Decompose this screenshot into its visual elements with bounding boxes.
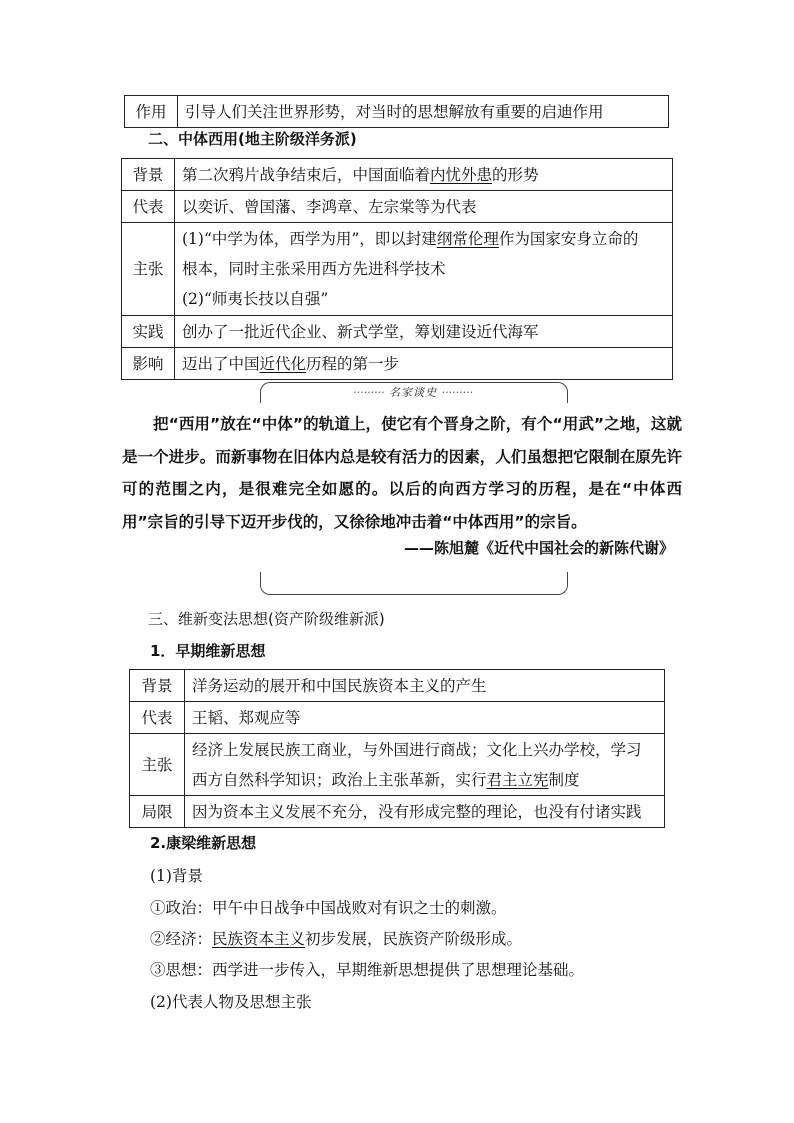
row-text <box>175 223 673 316</box>
row-text: 洋务运动的展开和中国民族资本主义的产生 <box>185 670 665 702</box>
subsection-heading-1: 1．早期维新思想 <box>150 642 266 660</box>
row-label: 背景 <box>122 159 175 191</box>
text-part: ②经济： <box>150 930 213 948</box>
representatives-heading: (2)代表人物及思想主张 <box>150 993 312 1011</box>
text-part: 的形势 <box>492 165 539 184</box>
row-label: 实践 <box>122 316 175 348</box>
table-row <box>125 96 669 128</box>
table-row <box>122 316 673 348</box>
quote-box-title: ········· 名家谈史 ········· <box>353 386 473 399</box>
row-label: 背景 <box>130 670 185 702</box>
text-part: 初步发展，民族资产阶级形成。 <box>305 930 523 948</box>
row-label: 作用 <box>125 96 178 128</box>
background-item-1: ①政治：甲午中日战争中国战败对有识之士的刺激。 <box>150 899 507 917</box>
row-label: 影响 <box>122 348 175 380</box>
row-text: 以奕䜣、曾国藩、李鸿章、左宗棠等为代表 <box>175 191 673 223</box>
row-text <box>175 159 673 191</box>
table-row <box>130 670 665 702</box>
table-row <box>122 159 673 191</box>
underlined-term: 纲常伦理 <box>436 230 499 248</box>
text-part: 作为国家安身立命的 <box>498 230 639 248</box>
early-reform-table <box>129 669 665 828</box>
table-row <box>130 702 665 734</box>
background-heading: (1)背景 <box>150 867 203 885</box>
row-text: 创办了一批近代企业、新式学堂，筹划建设近代海军 <box>175 316 673 348</box>
row-text: 引导人们关注世界形势，对当时的思想解放有重要的启迪作用 <box>178 96 669 128</box>
text-part: 迈出了中国 <box>182 354 260 373</box>
table-row <box>122 223 673 316</box>
row-text <box>185 734 665 796</box>
row-label: 代表 <box>122 191 175 223</box>
text-part: 制度 <box>548 770 580 789</box>
text-line: 根本，同时主张采用西方先进科学技术 <box>182 260 446 278</box>
effect-table <box>124 95 669 128</box>
table-row <box>122 348 673 380</box>
text-line: (2)“师夷长技以自强” <box>182 290 329 308</box>
row-label: 局限 <box>130 796 185 828</box>
westernization-table <box>121 158 673 380</box>
underlined-term: 君主立宪 <box>486 770 549 789</box>
underlined-term: 民族资本主义 <box>212 930 306 948</box>
background-item-2 <box>150 927 522 949</box>
text-part: 历程的第一步 <box>306 354 400 373</box>
table-row <box>122 191 673 223</box>
text-part: 第二次鸦片战争结束后，中国面临着 <box>182 165 431 184</box>
background-item-3: ③思想：西学进一步传入，早期维新思想提供了思想理论基础。 <box>150 961 585 979</box>
subsection-heading-2: 2.康梁维新思想 <box>150 834 257 852</box>
row-text <box>175 348 673 380</box>
row-label: 主张 <box>122 223 175 316</box>
row-text: 王韬、郑观应等 <box>185 702 665 734</box>
quote-title-text: 名家谈史 <box>389 386 437 399</box>
text-line: 经济上发展民族工商业，与外国进行商战；文化上兴办学校，学习 <box>192 740 642 759</box>
underlined-term: 近代化 <box>259 354 307 373</box>
quote-source: ——陈旭麓《近代中国社会的新陈代谢》 <box>403 539 674 557</box>
underlined-term: 内忧外患 <box>430 165 493 184</box>
table-row <box>130 796 665 828</box>
table-row <box>130 734 665 796</box>
row-label: 主张 <box>130 734 185 796</box>
quote-frame-bottom <box>260 572 568 595</box>
quote-text: 把“西用”放在“中体”的轨道上，使它有个晋身之阶，有个“用武”之地，这就是一个进步。而新事物在旧体内总是较有活力的因素，人们虽想把它限制在原先许可的范围之内，是很难完全如愿的。以后的向西方学习的历程，是在“中体西用”宗旨的引导下迈开步伐的，又徐徐地冲击着“中体西用”的宗旨。 <box>122 415 682 531</box>
section-heading-2: 二、中体西用(地主阶级洋务派) <box>148 130 357 148</box>
row-label: 代表 <box>130 702 185 734</box>
text-part: 西方自然科学知识；政治上主张革新，实行 <box>192 770 487 789</box>
text-part: (1)“中学为体，西学为用”，即以封建 <box>182 230 437 248</box>
section-heading-3: 三、维新变法思想(资产阶级维新派) <box>148 610 385 628</box>
row-text: 因为资本主义发展不充分，没有形成完整的理论，也没有付诸实践 <box>185 796 665 828</box>
